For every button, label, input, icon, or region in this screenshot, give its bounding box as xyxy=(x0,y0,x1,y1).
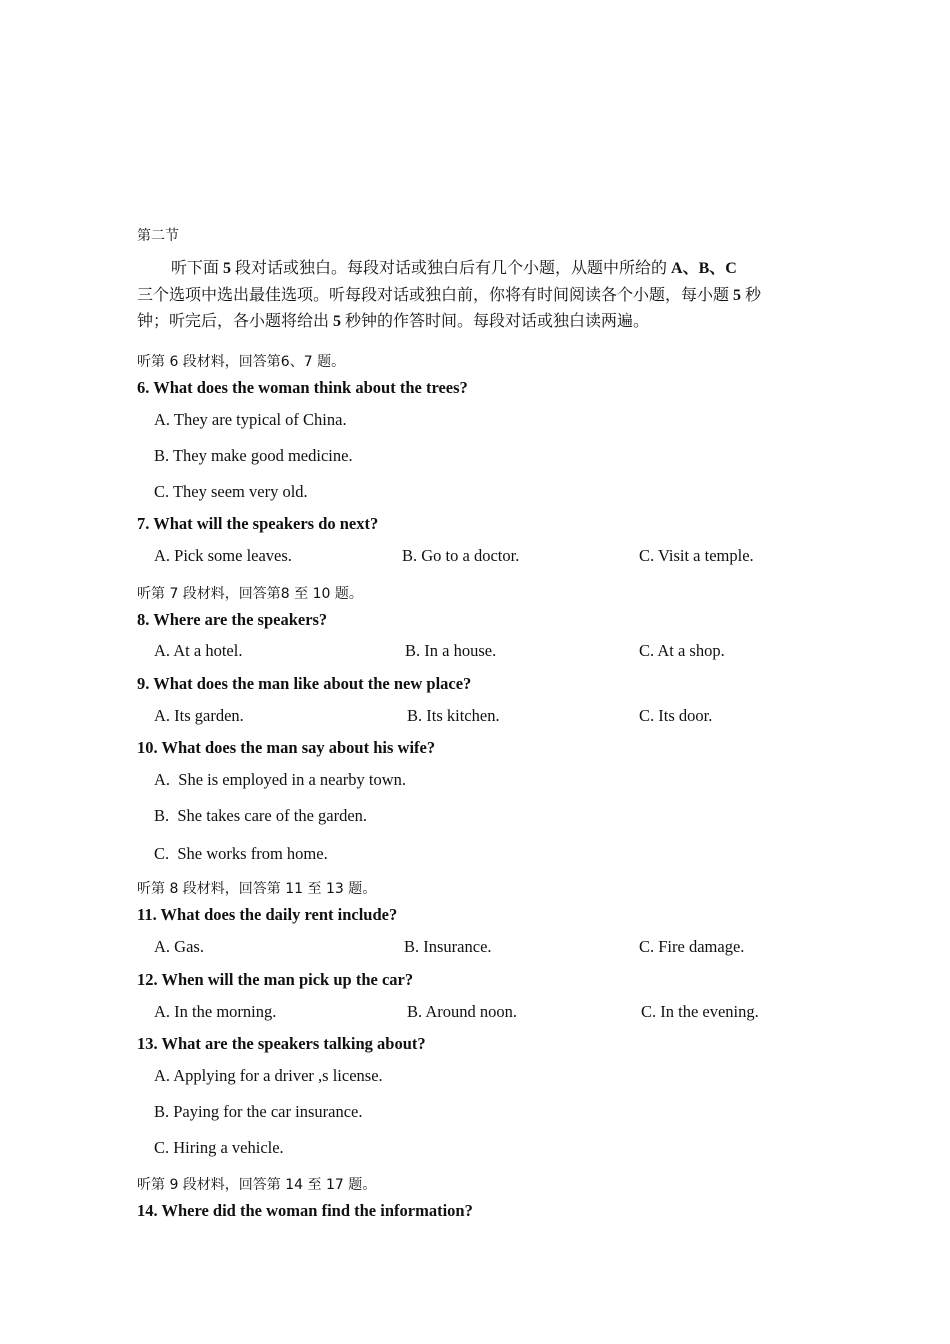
option-a: A. At a hotel. xyxy=(154,641,243,660)
group-header: 听第 6 段材料，回答第6、7 题。 xyxy=(137,354,346,370)
question-stem: 9. What does the man like about the new place? xyxy=(137,674,472,693)
option-c: C. They seem very old. xyxy=(154,482,308,501)
group-header: 听第 7 段材料，回答第8 至 10 题。 xyxy=(137,586,363,602)
option-b: B. Paying for the car insurance. xyxy=(154,1102,363,1121)
option-c: C. Hiring a vehicle. xyxy=(154,1138,284,1157)
question-stem: 6. What does the woman think about the trees? xyxy=(137,378,468,397)
option-a: A. Gas. xyxy=(154,937,204,956)
question-stem: 13. What are the speakers talking about? xyxy=(137,1034,426,1053)
option-c: C. Fire damage. xyxy=(639,937,745,956)
option-a: A. She is employed in a nearby town. xyxy=(154,770,407,789)
instructions-line-1: 听下面 5 段对话或独白。每段对话或独白后有几个小题，从题中所给的 A、B、C xyxy=(171,260,737,277)
option-b: B. In a house. xyxy=(405,641,497,660)
option-a: A. In the morning. xyxy=(154,1002,277,1021)
option-c: C. She works from home. xyxy=(154,844,328,863)
option-b: B. Around noon. xyxy=(407,1002,518,1021)
question-stem: 12. When will the man pick up the car? xyxy=(137,970,414,989)
option-a: A. Pick some leaves. xyxy=(154,546,292,565)
option-b: B. Insurance. xyxy=(404,937,492,956)
option-b: B. Go to a doctor. xyxy=(402,546,520,565)
instructions-line-3: 钟；听完后，各小题将给出 5 秒钟的作答时间。每段对话或独白读两遍。 xyxy=(137,313,650,330)
option-c: C. In the evening. xyxy=(641,1002,759,1021)
instructions-line-2: 三个选项中选出最佳选项。听每段对话或独白前，你将有时间阅读各个小题，每小题 5 秒 xyxy=(137,286,762,304)
group-header: 听第 9 段材料，回答第 14 至 17 题。 xyxy=(137,1177,377,1193)
group-header: 听第 8 段材料，回答第 11 至 13 题。 xyxy=(137,881,377,897)
question-stem: 8. Where are the speakers? xyxy=(137,610,328,629)
option-b: B. Its kitchen. xyxy=(407,706,500,725)
option-a: A. Applying for a driver ,s license. xyxy=(154,1066,383,1085)
question-stem: 14. Where did the woman find the information? xyxy=(137,1201,473,1220)
option-a: A. Its garden. xyxy=(154,706,244,725)
section-instructions xyxy=(137,256,822,336)
option-b: B. She takes care of the garden. xyxy=(154,806,368,825)
option-a: A. They are typical of China. xyxy=(154,410,347,429)
section-title: 第二节 xyxy=(137,228,179,244)
question-stem: 10. What does the man say about his wife? xyxy=(137,738,436,757)
option-c: C. At a shop. xyxy=(639,641,725,660)
option-c: C. Visit a temple. xyxy=(639,546,754,565)
option-b: B. They make good medicine. xyxy=(154,446,353,465)
option-c: C. Its door. xyxy=(639,706,713,725)
question-stem: 7. What will the speakers do next? xyxy=(137,514,379,533)
question-stem: 11. What does the daily rent include? xyxy=(137,905,398,924)
